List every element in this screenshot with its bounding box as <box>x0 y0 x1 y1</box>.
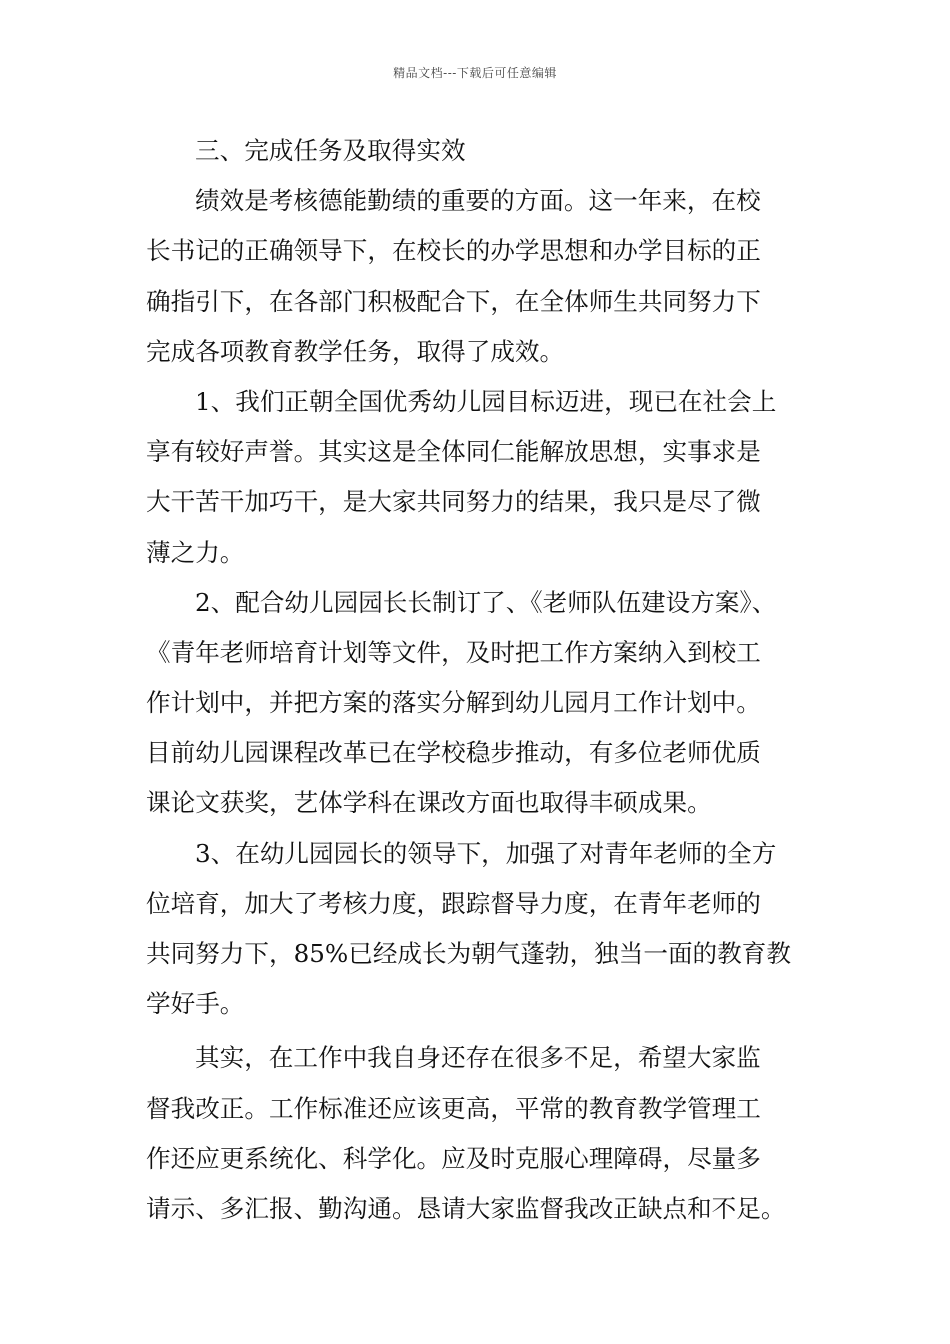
paragraph-item-3 <box>146 829 806 1030</box>
section-heading: 三、完成任务及取得实效 <box>195 136 466 165</box>
paragraph-line: 共同努力下，85%已经成长为朝气蓬勃，独当一面的教育教 <box>146 939 791 968</box>
paragraph-line: 3、在幼儿园园长的领导下，加强了对青年老师的全方 <box>195 838 777 868</box>
paragraph-line: 请示、多汇报、勤沟通。恳请大家监督我改正缺点和不足。 <box>146 1193 786 1223</box>
paragraph-line: 享有较好声誉。其实这是全体同仁能解放思想，实事求是 <box>146 437 761 467</box>
paragraph-line: 作计划中，并把方案的落实分解到幼儿园月工作计划中。 <box>146 688 761 718</box>
paragraph-line: 绩效是考核德能勤绩的重要的方面。这一年来，在校 <box>195 186 761 216</box>
paragraph-line: 目前幼儿园课程改革已在学校稳步推动，有多位老师优质 <box>146 738 761 768</box>
paragraph-line: 完成各项教育教学任务，取得了成效。 <box>146 336 565 366</box>
paragraph-line: 薄之力。 <box>146 537 245 567</box>
paragraph-line: 长书记的正确领导下，在校长的办学思想和办学目标的正 <box>146 236 761 266</box>
paragraph-line: 确指引下，在各部门积极配合下，在全体师生共同努力下 <box>146 286 761 316</box>
paragraph-line: 督我改正。工作标准还应该更高，平常的教育教学管理工 <box>146 1093 761 1123</box>
page-header: 精品文档---下载后可任意编辑 <box>393 66 557 80</box>
paragraph-line: 其实，在工作中我自身还存在很多不足，希望大家监 <box>195 1043 761 1073</box>
paragraph-line: 位培育，加大了考核力度，跟踪督导力度，在青年老师的 <box>146 888 761 918</box>
paragraph-line: 大干苦干加巧干，是大家共同努力的结果，我只是尽了微 <box>146 487 761 517</box>
paragraph-line: 2、配合幼儿园园长长制订了、《老师队伍建设方案》、 <box>195 587 777 617</box>
document-body <box>146 126 806 1234</box>
paragraph-line: 学好手。 <box>146 989 245 1019</box>
paragraph-closing <box>146 1033 806 1234</box>
paragraph-performance <box>146 176 806 377</box>
paragraph-item-2 <box>146 578 806 829</box>
paragraph-line: 作还应更系统化、科学化。应及时克服心理障碍，尽量多 <box>146 1143 761 1173</box>
paragraph-line: 课论文获奖，艺体学科在课改方面也取得丰硕成果。 <box>146 788 712 818</box>
paragraph-item-1 <box>146 377 806 578</box>
paragraph-line: 《青年老师培育计划等文件，及时把工作方案纳入到校工 <box>146 637 761 667</box>
paragraph-line: 1、我们正朝全国优秀幼儿园目标迈进，现已在社会上 <box>195 386 777 416</box>
